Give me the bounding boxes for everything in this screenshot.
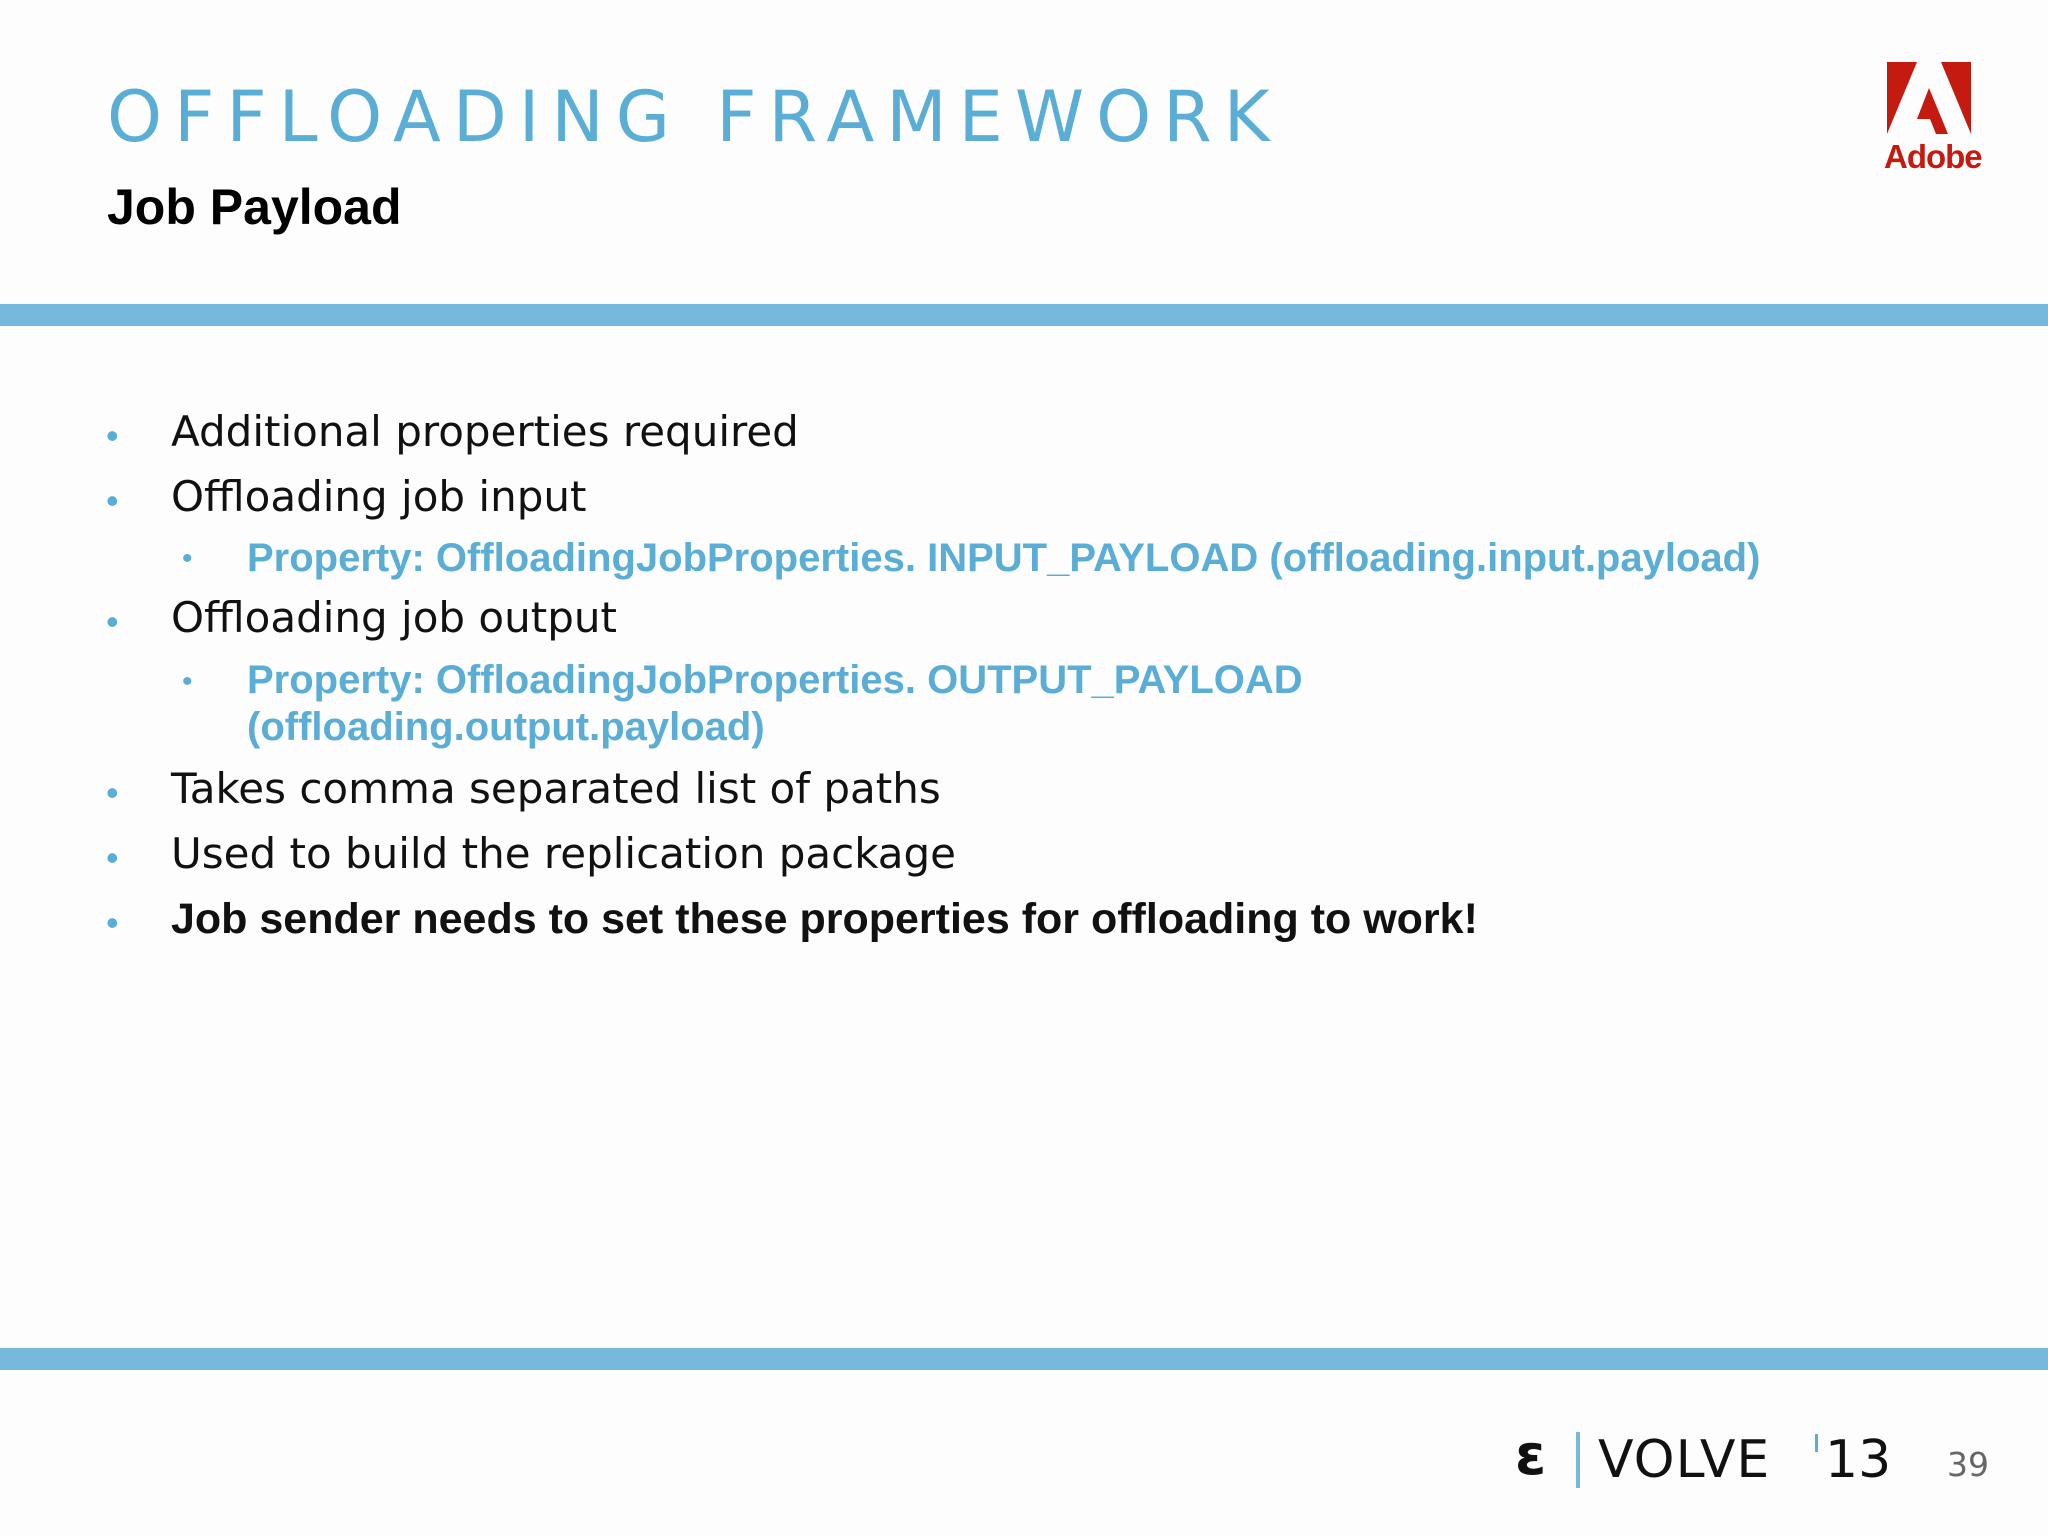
bullet-marker: •	[106, 415, 119, 456]
sub-bullet-marker: •	[182, 542, 193, 575]
bullet-marker: •	[106, 837, 119, 878]
page-number: 39	[1947, 1445, 1989, 1484]
bullet-item-emphasis: Job sender needs to set these properties for offloading to work!	[171, 895, 1478, 943]
bullet-item: Offloading job input	[171, 472, 587, 521]
bullet-marker: •	[106, 601, 119, 642]
bullet-marker: •	[106, 902, 119, 943]
evolve-year: 13	[1825, 1430, 1892, 1490]
sub-bullet-marker: •	[182, 665, 193, 698]
bottom-divider-band	[0, 1348, 2048, 1370]
slide-title: OFFLOADING FRAMEWORK	[107, 76, 1282, 158]
evolve-word: VOLVE	[1598, 1430, 1771, 1490]
evolve-mark: ɛ	[1515, 1423, 1547, 1488]
bullet-item: Additional properties required	[171, 407, 799, 456]
bullet-marker: •	[106, 480, 119, 521]
bullet-item: Takes comma separated list of paths	[171, 764, 941, 813]
bullet-marker: •	[106, 772, 119, 813]
sub-bullet-item: Property: OffloadingJobProperties. INPUT_PAYLOAD (offloading.input.payload)	[247, 536, 1761, 580]
evolve-divider	[1576, 1432, 1580, 1488]
evolve-apostrophe	[1815, 1434, 1818, 1452]
bullet-item: Offloading job output	[171, 593, 617, 642]
sub-bullet-item-continued: (offloading.output.payload)	[247, 705, 765, 749]
bullet-item: Used to build the replication package	[171, 829, 957, 878]
adobe-logo-text: Adobe	[1884, 138, 1982, 175]
slide-subtitle: Job Payload	[107, 179, 402, 235]
sub-bullet-item: Property: OffloadingJobProperties. OUTPUT_PAYLOAD	[247, 658, 1303, 702]
